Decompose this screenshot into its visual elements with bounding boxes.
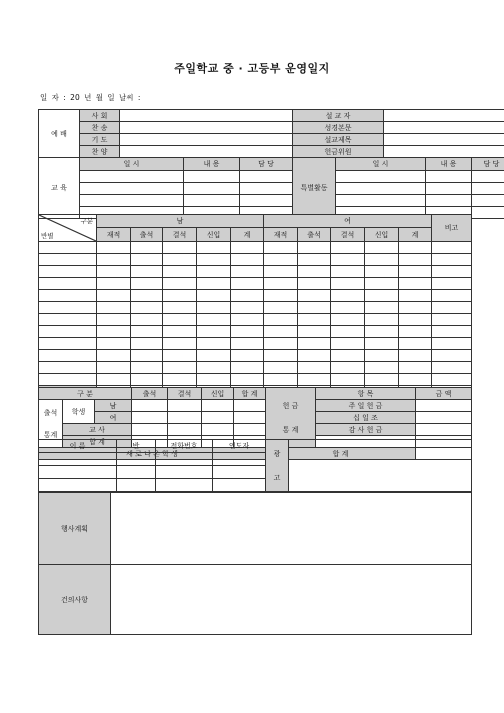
attendance-cell[interactable] (197, 290, 231, 302)
attendance-cell[interactable] (432, 374, 472, 386)
special-col-charge: 담 당 (472, 158, 504, 171)
special-cell[interactable] (336, 195, 426, 207)
attendance-cell[interactable] (298, 374, 331, 386)
class-name-cell[interactable] (39, 326, 97, 338)
attendance-cell[interactable] (231, 362, 264, 374)
education-cell[interactable] (240, 183, 293, 195)
newcomer-col-name: 이 름 (39, 440, 117, 453)
stats-col-absent: 결석 (168, 388, 202, 400)
attendance-cell[interactable] (432, 278, 472, 290)
attendance-cell[interactable] (197, 374, 231, 386)
education-col-content: 내 용 (184, 158, 240, 171)
attendance-cell[interactable] (131, 266, 163, 278)
attendance-cell[interactable] (231, 326, 264, 338)
attendance-cell[interactable] (231, 242, 264, 254)
attendance-cell[interactable] (197, 350, 231, 362)
male-present-header: 출석 (131, 228, 163, 242)
attendance-cell[interactable] (163, 338, 197, 350)
attendance-cell[interactable] (131, 362, 163, 374)
attendance-cell[interactable] (163, 266, 197, 278)
ad-content-area[interactable] (289, 440, 472, 492)
table-row (39, 266, 472, 278)
special-activity-label: 특별활동 (293, 158, 336, 219)
attendance-cell[interactable] (331, 242, 365, 254)
attendance-cell[interactable] (298, 278, 331, 290)
worship-item-hymn: 찬 송 (80, 122, 120, 134)
offering-row-tithe: 십 일 조 (316, 412, 416, 424)
attendance-cell[interactable] (197, 254, 231, 266)
special-col-datetime: 일 시 (336, 158, 426, 171)
attendance-cell[interactable] (365, 290, 399, 302)
attendance-cell[interactable] (331, 278, 365, 290)
table-row (39, 278, 472, 290)
attendance-cell[interactable] (97, 266, 131, 278)
attendance-cell[interactable] (432, 302, 472, 314)
attendance-cell[interactable] (163, 254, 197, 266)
student-male-label: 남 (95, 400, 132, 412)
attendance-cell[interactable] (97, 242, 131, 254)
attendance-cell[interactable] (298, 302, 331, 314)
attendance-cell[interactable] (163, 278, 197, 290)
stats-sum-label: 합 계 (63, 436, 132, 448)
attendance-cell[interactable] (432, 290, 472, 302)
attendance-cell[interactable] (131, 290, 163, 302)
attendance-cell[interactable] (97, 374, 131, 386)
newcomer-col-phone: 전화번호 (156, 440, 213, 453)
newcomer-cell[interactable] (213, 466, 266, 479)
worship-item-host: 사 회 (80, 110, 120, 122)
attendance-cell[interactable] (131, 314, 163, 326)
male-new-header: 신입 (197, 228, 231, 242)
stats-cell[interactable] (234, 424, 266, 436)
attendance-cell[interactable] (365, 278, 399, 290)
table-row (39, 314, 472, 326)
education-cell[interactable] (184, 183, 240, 195)
male-header: 남 (97, 215, 264, 228)
attendance-cell[interactable] (264, 302, 298, 314)
attendance-cell[interactable] (231, 254, 264, 266)
attendance-cell[interactable] (231, 350, 264, 362)
attendance-cell[interactable] (298, 362, 331, 374)
attendance-cell[interactable] (331, 350, 365, 362)
worship-education-table (38, 109, 504, 219)
female-enrolled-header: 재적 (264, 228, 298, 242)
table-row (39, 362, 472, 374)
education-col-datetime: 일 시 (80, 158, 184, 171)
attendance-cell[interactable] (432, 266, 472, 278)
attendance-cell[interactable] (131, 254, 163, 266)
worship-praise-field[interactable] (120, 146, 293, 158)
female-header: 여 (264, 215, 432, 228)
special-cell[interactable] (472, 195, 504, 207)
special-cell[interactable] (426, 183, 472, 195)
attendance-cell[interactable] (331, 302, 365, 314)
attendance-cell[interactable] (365, 362, 399, 374)
attendance-cell[interactable] (365, 242, 399, 254)
newcomer-col-guide: 인도자 (213, 440, 266, 453)
attendance-cell[interactable] (231, 302, 264, 314)
attendance-cell[interactable] (264, 254, 298, 266)
stats-col-category: 구 분 (39, 388, 132, 400)
education-cell[interactable] (80, 195, 184, 207)
attendance-cell[interactable] (97, 278, 131, 290)
attendance-cell[interactable] (97, 326, 131, 338)
newcomer-cell[interactable] (117, 453, 156, 466)
attendance-cell[interactable] (197, 242, 231, 254)
corner-label-category: 구분 (80, 217, 93, 225)
newcomers-ad-table (38, 439, 472, 492)
education-cell[interactable] (184, 171, 240, 183)
class-name-cell[interactable] (39, 314, 97, 326)
attendance-cell[interactable] (298, 338, 331, 350)
offering-sum-label: 합 계 (266, 448, 416, 460)
attendance-cell[interactable] (399, 338, 432, 350)
attendance-body (39, 242, 472, 386)
suggestion-area[interactable] (111, 565, 472, 635)
attendance-cell[interactable] (399, 242, 432, 254)
attendance-cell[interactable] (163, 362, 197, 374)
offering-amount-field[interactable] (416, 424, 472, 436)
stats-cell[interactable] (202, 412, 234, 424)
corner-label-class: 반별 (41, 232, 54, 240)
attendance-cell[interactable] (131, 278, 163, 290)
special-col-content: 내 용 (426, 158, 472, 171)
page-title: 주일학교 중 · 고등부 운영일지 (174, 62, 330, 75)
table-row (39, 326, 472, 338)
attendance-cell[interactable] (131, 242, 163, 254)
worship-item-preacher: 설 교 자 (293, 110, 384, 122)
worship-item-praise: 찬 양 (80, 146, 120, 158)
newcomer-cell[interactable] (213, 453, 266, 466)
attendance-corner-cell (39, 215, 97, 242)
special-cell[interactable] (426, 171, 472, 183)
attendance-cell[interactable] (365, 254, 399, 266)
newcomer-cell[interactable] (156, 453, 213, 466)
attendance-cell[interactable] (432, 350, 472, 362)
table-row (39, 350, 472, 362)
attendance-cell[interactable] (432, 254, 472, 266)
female-new-header: 신입 (365, 228, 399, 242)
attendance-cell[interactable] (264, 314, 298, 326)
newcomer-cell[interactable] (39, 453, 117, 466)
male-enrolled-header: 재적 (97, 228, 131, 242)
attendance-cell[interactable] (264, 326, 298, 338)
attendance-cell[interactable] (298, 266, 331, 278)
male-total-header: 계 (231, 228, 264, 242)
attendance-cell[interactable] (264, 374, 298, 386)
attendance-cell[interactable] (365, 266, 399, 278)
attendance-cell[interactable] (231, 314, 264, 326)
ad-label (266, 440, 289, 492)
stats-cell[interactable] (234, 412, 266, 424)
attendance-cell[interactable] (399, 254, 432, 266)
attendance-cell[interactable] (163, 326, 197, 338)
attendance-cell[interactable] (365, 326, 399, 338)
newcomer-cell[interactable] (117, 479, 156, 492)
attendance-cell[interactable] (399, 314, 432, 326)
attendance-cell[interactable] (331, 338, 365, 350)
special-cell[interactable] (426, 195, 472, 207)
stats-col-new: 신입 (202, 388, 234, 400)
attendance-cell[interactable] (331, 374, 365, 386)
attendance-cell[interactable] (399, 350, 432, 362)
stats-col-total: 합 계 (234, 388, 266, 400)
attendance-cell[interactable] (264, 266, 298, 278)
class-name-cell[interactable] (39, 302, 97, 314)
education-cell[interactable] (240, 195, 293, 207)
attendance-cell[interactable] (163, 374, 197, 386)
newcomer-cell[interactable] (156, 466, 213, 479)
class-name-cell[interactable] (39, 278, 97, 290)
worship-offering-staff-field[interactable] (384, 146, 504, 158)
attendance-table (38, 214, 472, 398)
special-cell[interactable] (472, 207, 504, 219)
attendance-cell[interactable] (298, 254, 331, 266)
attendance-cell[interactable] (298, 290, 331, 302)
attendance-cell[interactable] (365, 338, 399, 350)
special-cell[interactable] (472, 171, 504, 183)
worship-hymn-field[interactable] (120, 122, 293, 134)
table-row (39, 290, 472, 302)
attendance-cell[interactable] (197, 362, 231, 374)
stats-cell[interactable] (132, 424, 168, 436)
table-row (39, 242, 472, 254)
table-row (39, 338, 472, 350)
note-header: 비고 (432, 215, 472, 242)
stats-side-statistics: 통계 (43, 430, 58, 439)
female-absent-header: 결석 (331, 228, 365, 242)
offering-stats-label (266, 388, 316, 436)
attendance-cell[interactable] (331, 254, 365, 266)
attendance-cell[interactable] (399, 266, 432, 278)
newcomer-cell[interactable] (156, 479, 213, 492)
class-name-cell[interactable] (39, 362, 97, 374)
attendance-cell[interactable] (197, 266, 231, 278)
attendance-cell[interactable] (197, 338, 231, 350)
attendance-cell[interactable] (131, 338, 163, 350)
attendance-cell[interactable] (131, 374, 163, 386)
attendance-cell[interactable] (432, 242, 472, 254)
class-name-cell[interactable] (39, 254, 97, 266)
worship-prayer-field[interactable] (120, 134, 293, 146)
worship-label: 예 배 (39, 110, 80, 158)
attendance-cell[interactable] (365, 350, 399, 362)
attendance-cell[interactable] (197, 326, 231, 338)
attendance-cell[interactable] (264, 338, 298, 350)
attendance-cell[interactable] (163, 242, 197, 254)
stats-side-attendance: 출석 (43, 408, 58, 417)
stats-cell[interactable] (132, 400, 168, 412)
attendance-cell[interactable] (197, 278, 231, 290)
offering-amount-field[interactable] (416, 412, 472, 424)
worship-item-offering-staff: 헌금위원 (293, 146, 384, 158)
event-plan-area[interactable] (111, 493, 472, 565)
attendance-cell[interactable] (97, 254, 131, 266)
class-name-cell[interactable] (39, 290, 97, 302)
stats-cell[interactable] (234, 400, 266, 412)
worship-scripture-field[interactable] (384, 122, 504, 134)
offering-amount-field[interactable] (416, 400, 472, 412)
event-plan-label: 행사계획 (39, 493, 111, 565)
attendance-cell[interactable] (331, 362, 365, 374)
male-absent-header: 결석 (163, 228, 197, 242)
stats-cell[interactable] (202, 424, 234, 436)
worship-item-scripture: 성경본문 (293, 122, 384, 134)
class-name-cell[interactable] (39, 266, 97, 278)
attendance-cell[interactable] (399, 374, 432, 386)
attendance-cell[interactable] (365, 374, 399, 386)
attendance-cell[interactable] (97, 302, 131, 314)
offering-col-amount: 금 액 (416, 388, 472, 400)
attendance-cell[interactable] (131, 350, 163, 362)
attendance-cell[interactable] (399, 278, 432, 290)
attendance-cell[interactable] (365, 302, 399, 314)
attendance-cell[interactable] (97, 314, 131, 326)
attendance-cell[interactable] (231, 266, 264, 278)
offering-row-thanks: 감 사 헌 금 (316, 424, 416, 436)
ad-label-a: 광 (273, 449, 281, 458)
attendance-cell[interactable] (163, 290, 197, 302)
attendance-cell[interactable] (97, 362, 131, 374)
attendance-cell[interactable] (399, 326, 432, 338)
teacher-label: 교 사 (63, 424, 132, 436)
offering-row-sunday: 주 일 헌 금 (316, 400, 416, 412)
attendance-cell[interactable] (399, 290, 432, 302)
attendance-cell[interactable] (399, 362, 432, 374)
offering-col-item: 항 목 (316, 388, 416, 400)
attendance-cell[interactable] (197, 302, 231, 314)
attendance-cell[interactable] (365, 314, 399, 326)
class-name-cell[interactable] (39, 242, 97, 254)
attendance-cell[interactable] (432, 362, 472, 374)
attendance-cell[interactable] (231, 374, 264, 386)
attendance-cell[interactable] (298, 350, 331, 362)
offering-label-hyun: 헌 금 (282, 401, 299, 410)
newcomer-col-class: 반 (117, 440, 156, 453)
newcomer-cell[interactable] (39, 479, 117, 492)
special-cell[interactable] (472, 183, 504, 195)
date-weather-line: 일 자 : 20 년 월 일 날씨 : (40, 93, 141, 102)
attendance-cell[interactable] (298, 314, 331, 326)
attendance-cell[interactable] (264, 362, 298, 374)
attendance-cell[interactable] (231, 338, 264, 350)
attendance-cell[interactable] (97, 338, 131, 350)
newcomer-cell[interactable] (213, 479, 266, 492)
education-cell[interactable] (80, 171, 184, 183)
newcomers-title: 새 로 나 온 학 생 (39, 448, 266, 460)
attendance-cell[interactable] (97, 290, 131, 302)
stats-cell[interactable] (168, 424, 202, 436)
worship-item-prayer: 기 도 (80, 134, 120, 146)
stats-col-present: 출석 (132, 388, 168, 400)
stats-cell[interactable] (202, 400, 234, 412)
stats-cell[interactable] (168, 412, 202, 424)
attendance-cell[interactable] (131, 326, 163, 338)
attendance-cell[interactable] (163, 314, 197, 326)
attendance-cell[interactable] (432, 314, 472, 326)
attendance-cell[interactable] (331, 290, 365, 302)
offering-label-tong: 통 계 (282, 425, 299, 434)
attendance-cell[interactable] (264, 242, 298, 254)
worship-preacher-field[interactable] (384, 110, 504, 122)
attendance-cell[interactable] (432, 326, 472, 338)
class-name-cell[interactable] (39, 350, 97, 362)
education-cell[interactable] (80, 183, 184, 195)
attendance-cell[interactable] (97, 350, 131, 362)
stats-cell[interactable] (168, 400, 202, 412)
worship-item-sermon-title: 설교제목 (293, 134, 384, 146)
special-cell[interactable] (336, 183, 426, 195)
stats-cell[interactable] (132, 412, 168, 424)
plan-suggest-table (38, 492, 472, 635)
special-cell[interactable] (336, 171, 426, 183)
attendance-cell[interactable] (163, 350, 197, 362)
attendance-cell[interactable] (432, 338, 472, 350)
attendance-cell[interactable] (264, 278, 298, 290)
attendance-cell[interactable] (264, 290, 298, 302)
female-present-header: 출석 (298, 228, 331, 242)
class-name-cell[interactable] (39, 374, 97, 386)
attendance-cell[interactable] (331, 266, 365, 278)
table-row (39, 302, 472, 314)
attendance-cell[interactable] (163, 302, 197, 314)
attendance-cell[interactable] (298, 326, 331, 338)
attendance-cell[interactable] (264, 350, 298, 362)
attendance-cell[interactable] (131, 302, 163, 314)
suggestion-label: 건의사항 (39, 565, 111, 635)
attendance-cell[interactable] (331, 326, 365, 338)
attendance-cell[interactable] (331, 314, 365, 326)
attendance-cell[interactable] (197, 314, 231, 326)
ad-label-b: 고 (273, 473, 281, 482)
attendance-cell[interactable] (298, 242, 331, 254)
newcomer-cell[interactable] (117, 466, 156, 479)
education-cell[interactable] (240, 171, 293, 183)
education-label: 교 육 (39, 158, 80, 219)
education-cell[interactable] (184, 195, 240, 207)
class-name-cell[interactable] (39, 338, 97, 350)
attendance-cell[interactable] (399, 302, 432, 314)
female-total-header: 계 (399, 228, 432, 242)
student-female-label: 여 (95, 412, 132, 424)
worship-sermon-title-field[interactable] (384, 134, 504, 146)
attendance-cell[interactable] (231, 290, 264, 302)
education-col-charge: 담 당 (240, 158, 293, 171)
table-row (39, 254, 472, 266)
table-row (39, 374, 472, 386)
worship-host-field[interactable] (120, 110, 293, 122)
student-label: 학생 (63, 400, 95, 424)
attendance-cell[interactable] (231, 278, 264, 290)
newcomer-cell[interactable] (39, 466, 117, 479)
